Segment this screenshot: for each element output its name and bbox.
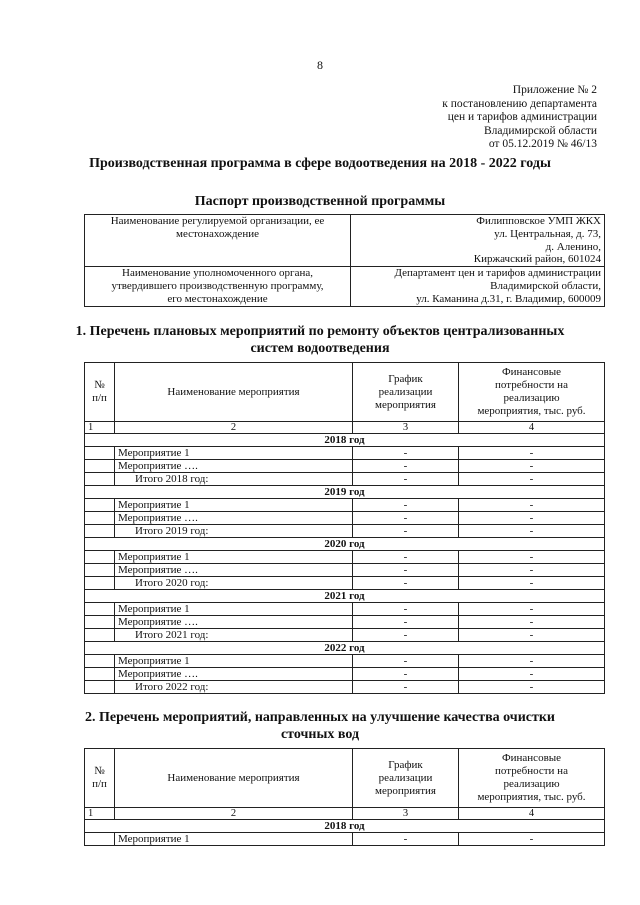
- year-row: [85, 820, 605, 833]
- year-row: [85, 486, 605, 499]
- passport-value-line: Владимирской области,: [490, 279, 601, 292]
- header-num-line: п/п: [92, 778, 107, 790]
- num-cell: [85, 655, 115, 668]
- finance-cell: -: [459, 577, 605, 590]
- section2-title-line: сточных вод: [280, 727, 360, 742]
- header-num: [85, 749, 115, 808]
- header-finance-line: реализацию: [503, 778, 560, 790]
- num-cell: [85, 512, 115, 525]
- total-row: [85, 629, 605, 642]
- measure-name: Мероприятие 1: [115, 655, 353, 668]
- num-cell: [85, 668, 115, 681]
- passport-label: [85, 215, 351, 267]
- table-row: [85, 499, 605, 512]
- passport-label-line: утвердившего производственную программу,: [111, 279, 324, 292]
- measure-name: Мероприятие 1: [115, 447, 353, 460]
- header-finance-line: потребности на: [495, 765, 568, 777]
- table-row: [85, 551, 605, 564]
- header-finance-line: Финансовые: [501, 752, 562, 764]
- passport-table: [84, 214, 605, 307]
- schedule-cell: -: [353, 447, 459, 460]
- year-label: 2021 год: [85, 590, 605, 603]
- measure-name: Мероприятие ….: [115, 512, 353, 525]
- table-row: [85, 603, 605, 616]
- passport-label: [85, 267, 351, 306]
- col-number: 2: [115, 808, 353, 820]
- finance-cell: -: [459, 551, 605, 564]
- num-cell: [85, 499, 115, 512]
- header-schedule: [353, 749, 459, 808]
- passport-value-line: д. Аленино,: [545, 240, 601, 253]
- finance-cell: -: [459, 460, 605, 473]
- schedule-cell: -: [353, 655, 459, 668]
- finance-cell: -: [459, 629, 605, 642]
- schedule-cell: -: [353, 512, 459, 525]
- appendix-line: от 05.12.2019 № 46/13: [488, 138, 597, 150]
- num-cell: [85, 460, 115, 473]
- year-label: 2018 год: [85, 820, 605, 833]
- header-finance-line: мероприятия, тыс. руб.: [477, 405, 586, 417]
- finance-cell: -: [459, 473, 605, 486]
- header-name: Наименование мероприятия: [115, 363, 353, 422]
- schedule-cell: -: [353, 499, 459, 512]
- schedule-cell: -: [353, 525, 459, 538]
- col-number: 3: [353, 808, 459, 820]
- finance-cell: -: [459, 564, 605, 577]
- passport-label-line: местонахождение: [176, 227, 259, 240]
- page-number: 8: [317, 58, 323, 72]
- measure-name: Мероприятие 1: [115, 833, 353, 846]
- num-cell: [85, 629, 115, 642]
- schedule-cell: -: [353, 603, 459, 616]
- passport-value: [351, 267, 605, 306]
- section2-title: [0, 709, 640, 743]
- total-row: [85, 577, 605, 590]
- header-finance-line: Финансовые: [501, 366, 562, 378]
- header-num-line: №: [94, 379, 105, 391]
- finance-cell: -: [459, 447, 605, 460]
- finance-cell: -: [459, 616, 605, 629]
- finance-cell: -: [459, 603, 605, 616]
- schedule-cell: -: [353, 460, 459, 473]
- year-row: [85, 434, 605, 447]
- header-num: [85, 363, 115, 422]
- appendix-line: Приложение № 2: [512, 84, 597, 96]
- passport-label-line: его местонахождение: [167, 292, 268, 305]
- total-row: [85, 681, 605, 694]
- table-body: [85, 434, 605, 694]
- total-row: [85, 473, 605, 486]
- schedule-cell: -: [353, 473, 459, 486]
- appendix-line: цен и тарифов администрации: [447, 111, 597, 123]
- header-finance-line: мероприятия, тыс. руб.: [477, 791, 586, 803]
- year-label: 2019 год: [85, 486, 605, 499]
- col-number: 1: [85, 808, 115, 820]
- header-schedule-line: График: [388, 758, 423, 771]
- num-cell: [85, 551, 115, 564]
- repair-measures-table: [84, 362, 605, 694]
- schedule-cell: -: [353, 681, 459, 694]
- measure-name: Мероприятие ….: [115, 668, 353, 681]
- col-number: 1: [85, 422, 115, 434]
- appendix-line: к постановлению департамента: [442, 97, 597, 110]
- finance-cell: -: [459, 681, 605, 694]
- measure-name: Мероприятие ….: [115, 616, 353, 629]
- num-cell: [85, 681, 115, 694]
- table-row: [85, 616, 605, 629]
- section1-title: [0, 323, 640, 357]
- num-cell: [85, 603, 115, 616]
- header-finance-line: потребности на: [495, 379, 568, 391]
- finance-cell: -: [459, 833, 605, 846]
- year-row: [85, 538, 605, 551]
- column-number-row: [85, 422, 605, 434]
- table-header-row: [85, 749, 605, 808]
- header-num-line: п/п: [92, 392, 107, 404]
- treatment-measures-table: [84, 748, 605, 846]
- finance-cell: -: [459, 525, 605, 538]
- finance-cell: -: [459, 499, 605, 512]
- num-cell: [85, 833, 115, 846]
- appendix-line: Владимирской области: [483, 124, 597, 137]
- measure-name: Мероприятие 1: [115, 499, 353, 512]
- table-row: [85, 833, 605, 846]
- header-schedule-line: мероприятия: [375, 398, 436, 411]
- col-number: 2: [115, 422, 353, 434]
- passport-row: [85, 267, 605, 306]
- header-name: Наименование мероприятия: [115, 749, 353, 808]
- schedule-cell: -: [353, 577, 459, 590]
- year-label: 2020 год: [85, 538, 605, 551]
- document-title: Производственная программа в сфере водоотведения на 2018 - 2022 годы: [89, 156, 551, 171]
- section1-title-line: систем водоотведения: [250, 341, 390, 356]
- passport-label-line: Наименование уполномоченного органа,: [122, 267, 313, 280]
- total-label: Итого 2021 год:: [115, 629, 353, 642]
- measure-name: Мероприятие 1: [115, 551, 353, 564]
- table-row: [85, 512, 605, 525]
- schedule-cell: -: [353, 551, 459, 564]
- header-schedule: [353, 363, 459, 422]
- header-schedule-line: График: [388, 372, 423, 385]
- passport-label-line: Наименование регулируемой организации, ее: [110, 215, 325, 227]
- total-label: Итого 2020 год:: [115, 577, 353, 590]
- total-label: Итого 2019 год:: [115, 525, 353, 538]
- table-header-row: [85, 363, 605, 422]
- section2-title-line: 2. Перечень мероприятий, направленных на улучшение качества очистки: [84, 710, 555, 725]
- passport-row: [85, 215, 605, 267]
- table-row: [85, 460, 605, 473]
- col-number: 4: [459, 808, 605, 820]
- passport-value-line: Департамент цен и тарифов администрации: [394, 267, 601, 280]
- column-number-row: [85, 808, 605, 820]
- schedule-cell: -: [353, 668, 459, 681]
- passport-value: [351, 215, 605, 267]
- measure-name: Мероприятие 1: [115, 603, 353, 616]
- total-label: Итого 2018 год:: [115, 473, 353, 486]
- schedule-cell: -: [353, 616, 459, 629]
- col-number: 3: [353, 422, 459, 434]
- year-row: [85, 590, 605, 603]
- num-cell: [85, 473, 115, 486]
- num-cell: [85, 564, 115, 577]
- num-cell: [85, 447, 115, 460]
- table-row: [85, 564, 605, 577]
- num-cell: [85, 525, 115, 538]
- total-label: Итого 2022 год:: [115, 681, 353, 694]
- passport-value-line: Филипповское УМП ЖКХ: [476, 215, 601, 227]
- num-cell: [85, 577, 115, 590]
- passport-value-line: ул. Центральная, д. 73,: [494, 227, 601, 240]
- year-label: 2022 год: [85, 642, 605, 655]
- passport-value-line: ул. Каманина д.31, г. Владимир, 600009: [416, 292, 601, 305]
- schedule-cell: -: [353, 564, 459, 577]
- finance-cell: -: [459, 512, 605, 525]
- num-cell: [85, 616, 115, 629]
- header-finance: [459, 363, 605, 422]
- passport-title: Паспорт производственной программы: [194, 194, 446, 209]
- header-finance: [459, 749, 605, 808]
- table-row: [85, 655, 605, 668]
- finance-cell: -: [459, 668, 605, 681]
- finance-cell: -: [459, 655, 605, 668]
- schedule-cell: -: [353, 629, 459, 642]
- header-schedule-line: реализации: [378, 771, 433, 784]
- measure-name: Мероприятие ….: [115, 564, 353, 577]
- header-schedule-line: реализации: [378, 385, 433, 398]
- schedule-cell: -: [353, 833, 459, 846]
- header-finance-line: реализацию: [503, 392, 560, 404]
- measure-name: Мероприятие ….: [115, 460, 353, 473]
- table-body: [85, 820, 605, 846]
- year-row: [85, 642, 605, 655]
- passport-value-line: Киржачский район, 601024: [473, 253, 601, 266]
- year-label: 2018 год: [85, 434, 605, 447]
- section1-title-line: 1. Перечень плановых мероприятий по ремонту объектов централизованных: [75, 324, 565, 339]
- table-row: [85, 668, 605, 681]
- header-schedule-line: мероприятия: [375, 784, 436, 797]
- table-row: [85, 447, 605, 460]
- appendix-note: [442, 84, 597, 152]
- header-num-line: №: [94, 765, 105, 777]
- col-number: 4: [459, 422, 605, 434]
- total-row: [85, 525, 605, 538]
